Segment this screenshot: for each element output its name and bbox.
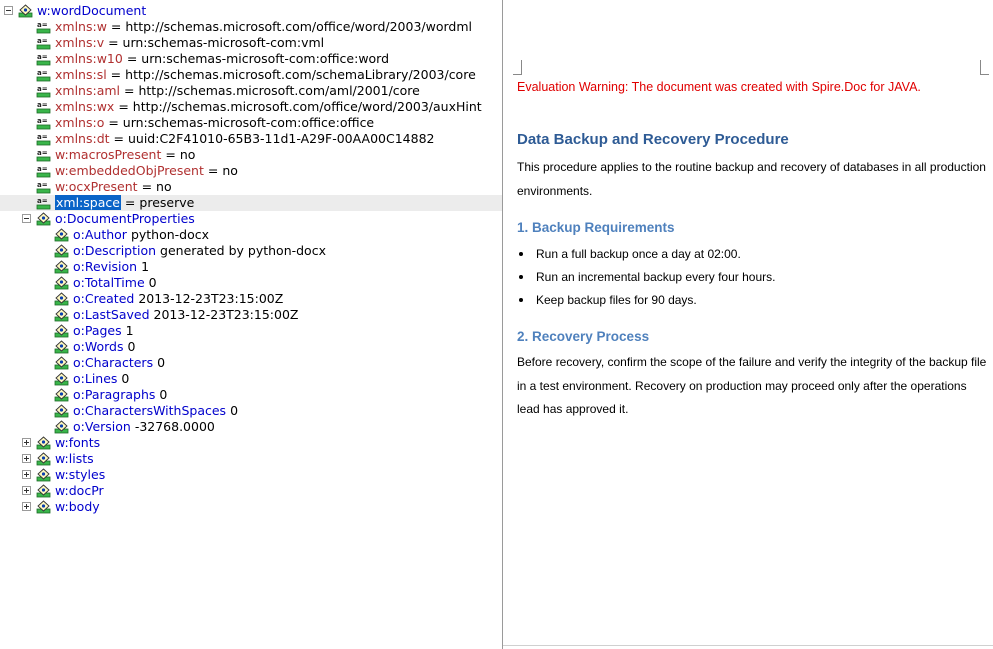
attribute-name: xml:space (56, 195, 120, 210)
tree-property-row[interactable] (0, 419, 502, 435)
element-icon (18, 4, 33, 18)
attribute-value: uuid:C2F41010-65B3-11d1-A29F-00AA00C14882 (127, 131, 435, 146)
element-name: o:LastSaved (73, 307, 150, 322)
tree-node-collapsed[interactable] (0, 435, 502, 451)
tree-node-label[interactable] (55, 179, 172, 195)
attribute-name: xmlns:w (55, 19, 107, 34)
attribute-icon (36, 148, 51, 162)
svg-text:a=: a= (37, 181, 48, 189)
attribute-name: w:ocxPresent (55, 179, 138, 194)
attribute-value: http://schemas.microsoft.com/aml/2001/core (138, 83, 420, 98)
tree-node-label[interactable] (55, 115, 374, 131)
attribute-name: xmlns:sl (55, 67, 107, 82)
tree-property-row[interactable] (0, 291, 502, 307)
element-icon (54, 372, 69, 386)
page-bottom-edge (503, 645, 993, 646)
attribute-value: preserve (139, 195, 195, 210)
element-icon (54, 340, 69, 354)
equals-sign: = (110, 67, 122, 82)
element-icon (36, 468, 51, 482)
tree-node-label[interactable] (73, 259, 149, 275)
equals-sign: = (108, 35, 119, 50)
document-title: Data Backup and Recovery Procedure (517, 131, 789, 148)
tree-property-row[interactable] (0, 323, 502, 339)
element-value: 2013-12-23T23:15:00Z (138, 291, 284, 306)
element-name: o:Lines (73, 371, 118, 386)
attribute-icon (36, 132, 51, 146)
element-name: o:TotalTime (73, 275, 145, 290)
recovery-line-3: lead has approved it. (517, 402, 629, 416)
tree-node-document-properties[interactable] (0, 211, 502, 227)
intro-paragraph (517, 156, 987, 203)
svg-text:a=: a= (37, 149, 48, 157)
attribute-value: urn:schemas-microsoft-com:office:word (141, 51, 390, 66)
element-value: 0 (159, 387, 168, 402)
tree-node-label[interactable] (55, 163, 238, 179)
tree-node-label[interactable] (55, 499, 100, 515)
tree-attribute-row[interactable] (0, 83, 502, 99)
element-value: python-docx (130, 227, 210, 242)
element-value: 2013-12-23T23:15:00Z (153, 307, 299, 322)
attribute-value: urn:schemas-microsoft-com:vml (122, 35, 325, 50)
svg-text:a=: a= (37, 101, 48, 109)
equals-sign: = (124, 83, 135, 98)
tree-attribute-row[interactable] (0, 19, 502, 35)
attribute-icon (36, 20, 51, 34)
tree-node-label[interactable] (55, 467, 105, 483)
element-name: o:Pages (73, 323, 122, 338)
equals-sign: = (118, 99, 129, 114)
element-icon (36, 500, 51, 514)
recovery-line-1: Before recovery, confirm the scope of the failure and verify the integrity of the backup file (517, 355, 987, 369)
tree-attribute-row[interactable] (0, 195, 502, 211)
element-name: o:Author (73, 227, 127, 242)
tree-node-label[interactable] (55, 211, 195, 227)
equals-sign: = (108, 115, 119, 130)
equals-sign: = (124, 195, 136, 210)
tree-property-row[interactable] (0, 355, 502, 371)
element-name: w:lists (55, 451, 94, 466)
tree-node-label[interactable] (55, 51, 389, 67)
tree-attribute-row[interactable] (0, 179, 502, 195)
tree-node-label[interactable] (73, 339, 135, 355)
tree-property-row[interactable] (0, 307, 502, 323)
attribute-icon (36, 180, 51, 194)
element-value: 0 (230, 403, 239, 418)
equals-sign: = (113, 131, 124, 146)
element-icon (54, 276, 69, 290)
tree-node-label[interactable] (73, 355, 165, 371)
element-icon (54, 324, 69, 338)
evaluation-warning: Evaluation Warning: The document was created with Spire.Doc for JAVA. (517, 80, 921, 94)
attribute-name: w:embeddedObjPresent (55, 163, 204, 178)
element-value: -32768.0000 (134, 419, 215, 434)
element-icon (54, 356, 69, 370)
svg-text:a=: a= (37, 117, 48, 125)
bullet-icon (519, 275, 523, 279)
attribute-name: xmlns:wx (55, 99, 115, 114)
tree-node-label[interactable] (73, 403, 238, 419)
element-name: w:wordDocument (37, 3, 147, 18)
attribute-icon (36, 52, 51, 66)
tree-node-collapsed[interactable] (0, 483, 502, 499)
section-heading-backup: 1. Backup Requirements (517, 220, 675, 235)
element-value: generated by python-docx (160, 243, 326, 258)
element-value: 1 (141, 259, 150, 274)
tree-node-label[interactable] (55, 195, 194, 211)
equals-sign: = (165, 147, 176, 162)
attribute-icon (36, 84, 51, 98)
element-name: o:Paragraphs (73, 387, 156, 402)
tree-attribute-row[interactable] (0, 51, 502, 67)
tree-property-row[interactable] (0, 339, 502, 355)
attribute-icon (36, 116, 51, 130)
tree-node-collapsed[interactable] (0, 467, 502, 483)
tree-node-label[interactable] (73, 323, 134, 339)
attribute-icon (36, 68, 51, 82)
tree-node-root[interactable] (0, 3, 502, 19)
list-item-text: Keep backup files for 90 days. (536, 293, 697, 307)
intro-line-2: environments. (517, 183, 593, 198)
tree-attribute-row[interactable] (0, 115, 502, 131)
list-item-text: Run an incremental backup every four hours. (536, 270, 776, 284)
element-name: o:Revision (73, 259, 138, 274)
tree-attribute-row[interactable] (0, 147, 502, 163)
tree-property-row[interactable] (0, 243, 502, 259)
tree-node-label[interactable] (55, 451, 94, 467)
element-value: 0 (148, 275, 157, 290)
collapse-icon[interactable] (4, 6, 13, 15)
attribute-name: xmlns:v (55, 35, 105, 50)
page-corner-mark-left (513, 60, 522, 75)
tree-attribute-row[interactable] (0, 131, 502, 147)
tree-node-label[interactable] (55, 35, 324, 51)
expand-icon[interactable] (22, 454, 31, 463)
tree-node-label[interactable] (73, 291, 283, 307)
attribute-value: http://schemas.microsoft.com/office/word/2003/wordml (125, 19, 472, 34)
recovery-paragraph (517, 351, 987, 422)
element-icon (36, 484, 51, 498)
element-name: w:styles (55, 467, 106, 482)
equals-sign: = (126, 51, 138, 66)
tree-attribute-row[interactable] (0, 67, 502, 83)
tree-node-label[interactable] (73, 227, 209, 243)
svg-text:a=: a= (37, 133, 48, 141)
bullet-icon (519, 298, 523, 302)
attribute-icon (36, 196, 51, 210)
attribute-name: xmlns:w10 (55, 51, 123, 66)
element-icon (54, 404, 69, 418)
element-icon (54, 388, 69, 402)
element-icon (54, 228, 69, 242)
recovery-line-2: in a test environment. Recovery on production may proceed only after the operations (517, 378, 967, 393)
attribute-name: xmlns:dt (55, 131, 110, 146)
tree-node-label[interactable] (55, 131, 434, 147)
expand-icon[interactable] (22, 486, 31, 495)
attribute-name: xmlns:aml (55, 83, 121, 98)
collapse-icon[interactable] (22, 214, 31, 223)
page-corner-mark-right (980, 60, 989, 75)
expand-icon[interactable] (22, 470, 31, 479)
tree-node-label[interactable] (55, 99, 482, 115)
svg-text:a=: a= (37, 37, 48, 45)
attribute-value: urn:schemas-microsoft-com:office:office (122, 115, 375, 130)
element-value: 0 (157, 355, 166, 370)
tree-node-label[interactable] (55, 19, 472, 35)
tree-attribute-row[interactable] (0, 163, 502, 179)
equals-sign: = (207, 163, 219, 178)
attribute-icon (36, 100, 51, 114)
tree-node-label[interactable] (73, 371, 129, 387)
element-name: o:Words (73, 339, 124, 354)
tree-node-label[interactable] (55, 435, 100, 451)
bullet-icon (519, 252, 523, 256)
svg-text:a=: a= (37, 21, 48, 29)
equals-sign: = (110, 19, 122, 34)
element-name: w:fonts (55, 435, 101, 450)
document-preview-pane (503, 0, 993, 649)
intro-line-1: This procedure applies to the routine backup and recovery of databases in all production (517, 160, 986, 174)
element-value: 0 (127, 339, 136, 354)
element-icon (54, 260, 69, 274)
element-icon (54, 420, 69, 434)
tree-node-label[interactable] (73, 275, 157, 291)
tree-node-label[interactable] (73, 307, 298, 323)
svg-text:a=: a= (37, 197, 48, 205)
tree-node-label[interactable] (73, 387, 167, 403)
attribute-value: no (156, 179, 172, 194)
tree-property-row[interactable] (0, 371, 502, 387)
equals-sign: = (141, 179, 153, 194)
tree-node-label[interactable] (73, 243, 326, 259)
section-heading-recovery: 2. Recovery Process (517, 329, 650, 344)
element-name: o:Created (73, 291, 135, 306)
element-name: o:CharactersWithSpaces (73, 403, 227, 418)
svg-text:a=: a= (37, 85, 48, 93)
attribute-name: w:macrosPresent (55, 147, 162, 162)
tree-node-label[interactable] (55, 483, 104, 499)
attribute-icon (36, 164, 51, 178)
tree-property-row[interactable] (0, 275, 502, 291)
svg-text:a=: a= (37, 69, 48, 77)
tree-node-collapsed[interactable] (0, 451, 502, 467)
tree-node-label[interactable] (55, 147, 195, 163)
element-icon (54, 292, 69, 306)
tree-property-row[interactable] (0, 227, 502, 243)
attribute-value: http://schemas.microsoft.com/schemaLibrary/2003/core (125, 67, 476, 82)
tree-node-label[interactable] (55, 83, 420, 99)
tree-attribute-row[interactable] (0, 35, 502, 51)
element-icon (36, 436, 51, 450)
attribute-name: xmlns:o (55, 115, 105, 130)
svg-text:a=: a= (37, 165, 48, 173)
svg-text:a=: a= (37, 53, 48, 61)
element-name: o:Version (73, 419, 131, 434)
element-icon (36, 452, 51, 466)
element-icon (54, 244, 69, 258)
expand-icon[interactable] (22, 502, 31, 511)
element-name: w:docPr (55, 483, 104, 498)
list-item-text: Run a full backup once a day at 02:00. (536, 247, 741, 261)
element-value: 1 (125, 323, 134, 338)
element-name: w:body (55, 499, 100, 514)
element-name: o:Description (73, 243, 157, 258)
expand-icon[interactable] (22, 438, 31, 447)
attribute-value: http://schemas.microsoft.com/office/word/2003/auxHint (132, 99, 482, 114)
attribute-icon (36, 36, 51, 50)
element-value: 0 (121, 371, 130, 386)
tree-node-label[interactable] (73, 419, 215, 435)
element-name: o:Characters (73, 355, 154, 370)
tree-property-row[interactable] (0, 387, 502, 403)
element-icon (54, 308, 69, 322)
tree-node-label[interactable] (55, 67, 476, 83)
element-icon (36, 212, 51, 226)
tree-property-row[interactable] (0, 259, 502, 275)
tree-node-collapsed[interactable] (0, 499, 502, 515)
attribute-value: no (179, 147, 196, 162)
tree-attribute-row[interactable] (0, 99, 502, 115)
element-name: o:DocumentProperties (55, 211, 195, 226)
attribute-value: no (222, 163, 238, 178)
tree-property-row[interactable] (0, 403, 502, 419)
tree-node-label[interactable] (37, 3, 146, 19)
